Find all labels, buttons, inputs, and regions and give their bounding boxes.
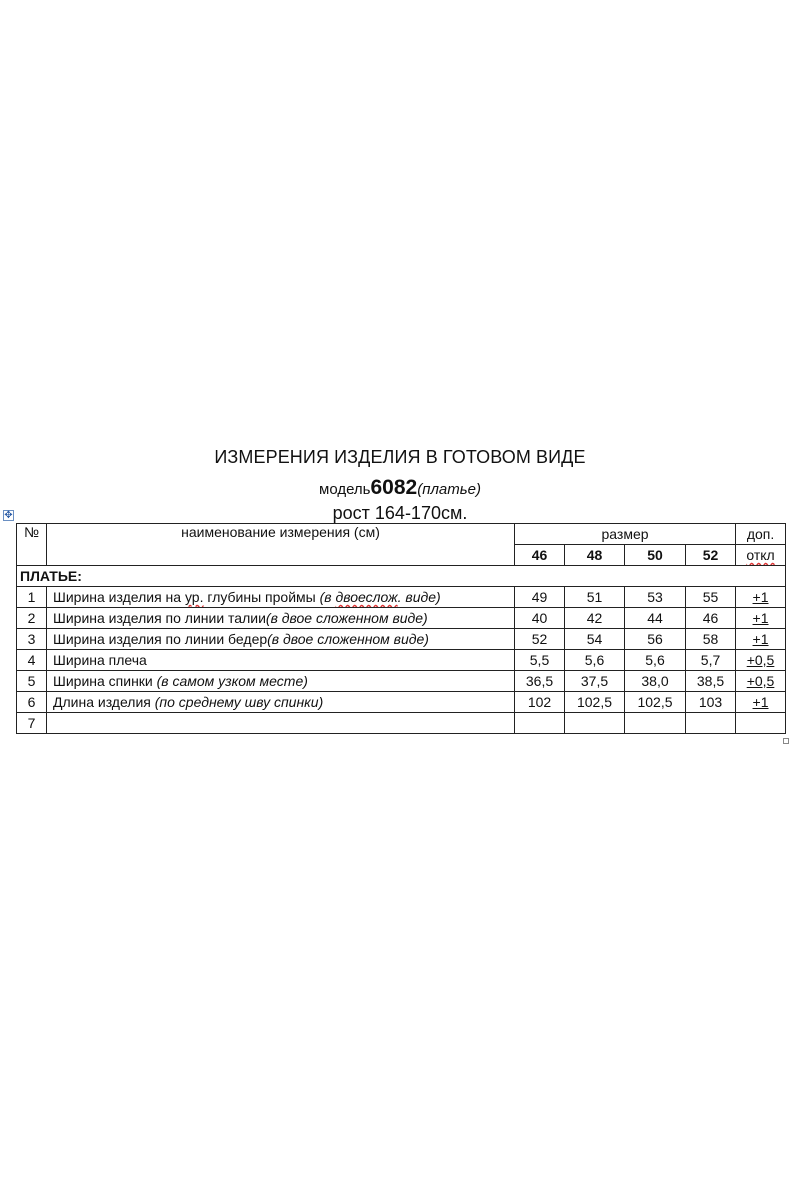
measurement-name	[47, 692, 515, 713]
measurements-table	[16, 523, 786, 734]
value-46: 40	[515, 608, 565, 629]
measurement-name	[47, 650, 515, 671]
tolerance-value	[736, 671, 786, 692]
table-row	[17, 608, 786, 629]
size-50-header: 50	[625, 545, 686, 566]
value-48: 54	[565, 629, 625, 650]
name-part: Ширина изделия по линии бедер	[53, 631, 268, 647]
table-row	[17, 692, 786, 713]
col-size-header: размер	[515, 524, 736, 545]
table-resize-handle-icon[interactable]	[783, 738, 789, 744]
value-46: 36,5	[515, 671, 565, 692]
value-52: 5,7	[686, 650, 736, 671]
tolerance-text: +1	[752, 694, 769, 710]
table-row	[17, 629, 786, 650]
table-row	[17, 587, 786, 608]
name-part: Ширина изделия на	[53, 589, 185, 605]
table-move-handle-icon[interactable]: ✥	[4, 510, 13, 521]
col-name-header: наименование измерения (см)	[47, 524, 515, 566]
value-50: 38,0	[625, 671, 686, 692]
row-number: 1	[17, 587, 47, 608]
tolerance-text: +1	[752, 631, 769, 647]
measurement-name	[47, 587, 515, 608]
value-46: 52	[515, 629, 565, 650]
value-52	[686, 713, 736, 734]
section-label: ПЛАТЬЕ:	[17, 566, 786, 587]
note-part: . виде)	[397, 589, 441, 605]
measurement-name	[47, 671, 515, 692]
name-part: глубины проймы	[203, 589, 320, 605]
size-48-header: 48	[565, 545, 625, 566]
value-50: 53	[625, 587, 686, 608]
value-50: 5,6	[625, 650, 686, 671]
value-52: 58	[686, 629, 736, 650]
value-50: 56	[625, 629, 686, 650]
row-number: 6	[17, 692, 47, 713]
col-number-header: №	[17, 524, 47, 566]
tolerance-value	[736, 713, 786, 734]
size-52-header: 52	[686, 545, 736, 566]
section-row	[17, 566, 786, 587]
model-kind: (платье)	[417, 481, 481, 498]
tolerance-text: +1	[752, 589, 769, 605]
model-line	[0, 476, 800, 500]
measurement-note: (по среднему шву спинки)	[154, 694, 324, 710]
value-50	[625, 713, 686, 734]
value-52: 55	[686, 587, 736, 608]
tolerance-text: +0,5	[746, 652, 775, 668]
value-46: 102	[515, 692, 565, 713]
table-row	[17, 650, 786, 671]
measurement-name	[47, 608, 515, 629]
size-46-header: 46	[515, 545, 565, 566]
measurement-note	[320, 589, 441, 605]
value-48	[565, 713, 625, 734]
measurement-note: (в двое сложенном виде)	[267, 631, 429, 647]
col-tolerance-header-1: доп.	[736, 524, 786, 545]
measurement-name	[47, 713, 515, 734]
row-number: 2	[17, 608, 47, 629]
name-part: ур.	[184, 589, 204, 605]
header-row-1	[17, 524, 786, 545]
tolerance-value	[736, 650, 786, 671]
value-46	[515, 713, 565, 734]
name-part: Длина изделия	[53, 694, 155, 710]
name-part: Ширина плеча	[53, 652, 147, 668]
tolerance-abbrev: откл	[746, 547, 775, 563]
value-48: 102,5	[565, 692, 625, 713]
value-52: 103	[686, 692, 736, 713]
name-part: Ширина спинки	[53, 673, 157, 689]
value-46: 5,5	[515, 650, 565, 671]
document-title: ИЗМЕРЕНИЯ ИЗДЕЛИЯ В ГОТОВОМ ВИДЕ	[214, 447, 586, 467]
measurement-note: (в двое сложенном виде)	[265, 610, 428, 626]
value-52: 38,5	[686, 671, 736, 692]
table-row	[17, 671, 786, 692]
value-48: 42	[565, 608, 625, 629]
row-number: 7	[17, 713, 47, 734]
tolerance-value	[736, 629, 786, 650]
table-row	[17, 713, 786, 734]
value-52: 46	[686, 608, 736, 629]
tolerance-value	[736, 587, 786, 608]
row-number: 4	[17, 650, 47, 671]
name-part: Ширина изделия по линии талии	[53, 610, 266, 626]
col-tolerance-header-2	[736, 545, 786, 566]
value-48: 5,6	[565, 650, 625, 671]
note-part: (в	[319, 589, 336, 605]
value-50: 102,5	[625, 692, 686, 713]
tolerance-text: +0,5	[746, 673, 775, 689]
value-48: 37,5	[565, 671, 625, 692]
note-part: двоеслож	[335, 589, 398, 605]
measurement-name	[47, 629, 515, 650]
model-number: 6082	[370, 476, 418, 499]
measurement-note: (в самом узком месте)	[156, 673, 308, 689]
height-range: рост 164-170см.	[332, 503, 468, 523]
value-46: 49	[515, 587, 565, 608]
row-number: 3	[17, 629, 47, 650]
value-50: 44	[625, 608, 686, 629]
tolerance-text: +1	[752, 610, 769, 626]
row-number: 5	[17, 671, 47, 692]
value-48: 51	[565, 587, 625, 608]
model-prefix: модель	[319, 481, 371, 498]
tolerance-value	[736, 608, 786, 629]
tolerance-value	[736, 692, 786, 713]
